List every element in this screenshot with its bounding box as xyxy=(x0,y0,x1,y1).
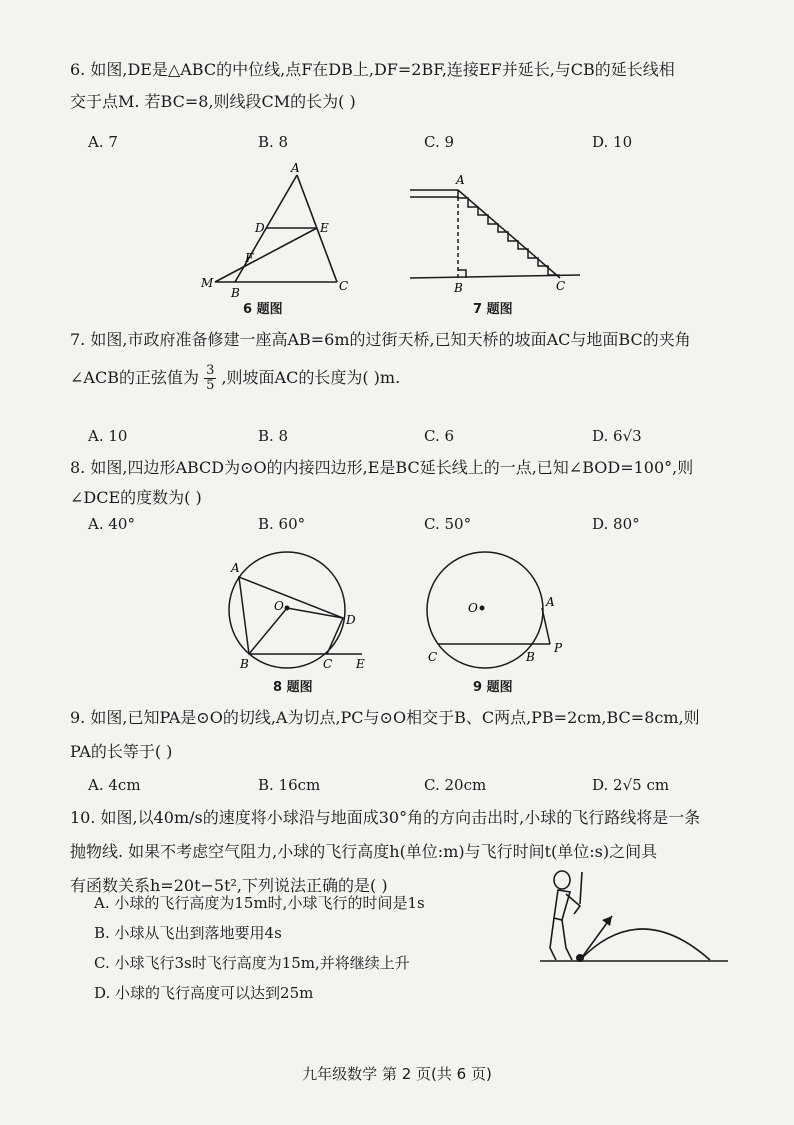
fig6-label-f: F xyxy=(245,251,254,265)
figure-6-triangle xyxy=(195,160,365,300)
fig6-label-a: A xyxy=(291,161,300,175)
q9-option-d: D. 2√5 cm xyxy=(592,776,670,794)
figure-10-golfer xyxy=(540,868,730,978)
fig6-label-m: M xyxy=(201,276,214,290)
golfer-leg-right-icon xyxy=(562,920,572,960)
figure-6-caption: 6 题图 xyxy=(243,302,283,317)
fig7-label-a: A xyxy=(456,173,465,187)
q9-option-b: B. 16cm xyxy=(258,776,321,794)
q6-option-a: A. 7 xyxy=(88,133,118,151)
q8-line2: ∠DCE的度数为( ) xyxy=(70,488,202,507)
fig8-label-e: E xyxy=(356,657,365,671)
q10-line1: 10. 如图,以40m/s的速度将小球沿与地面成30°角的方向击出时,小球的飞行路线将是一条 xyxy=(70,808,701,827)
fig8-label-a: A xyxy=(231,561,240,575)
q10-line3: 有函数关系h=20t−5t²,下列说法正确的是( ) xyxy=(70,876,388,895)
fig8-radius-ob xyxy=(249,608,287,654)
q6-option-c: C. 9 xyxy=(424,133,455,151)
question-6 xyxy=(70,58,730,114)
fig9-label-p: P xyxy=(554,641,563,655)
q6-line1: 6. 如图,DE是△ABC的中位线,点F在DB上,DF=2BF,连接EF并延长,与CB的延长线相 xyxy=(70,60,675,79)
q6-line2: 交于点M. 若BC=8,则线段CM的长为( ) xyxy=(70,92,356,111)
question-9 xyxy=(70,706,730,764)
fig9-label-c: C xyxy=(428,650,438,664)
q9-option-c: C. 20cm xyxy=(424,776,487,794)
q9-line2: PA的长等于( ) xyxy=(70,742,173,761)
fig6-label-d: D xyxy=(255,221,265,235)
fig7-label-c: C xyxy=(556,279,566,293)
fig6-label-c: C xyxy=(339,279,349,293)
fig7-ground-bc xyxy=(410,275,580,278)
q8-line1: 8. 如图,四边形ABCD为⊙O的内接四边形,E是BC延长线上的一点,已知∠BOD=100°,则 xyxy=(70,458,694,477)
figure-7-bridge xyxy=(408,168,588,293)
q7-option-c: C. 6 xyxy=(424,427,455,445)
fig8-center-dot xyxy=(285,606,290,611)
fig6-label-b: B xyxy=(231,286,240,300)
q6-option-d: D. 10 xyxy=(592,133,633,151)
fig9-label-b: B xyxy=(526,650,535,664)
fig9-tangent-pa xyxy=(542,608,550,644)
figure-7-caption: 7 题图 xyxy=(473,302,513,317)
figure-9-caption: 9 题图 xyxy=(473,680,513,695)
question-7 xyxy=(70,328,730,393)
fig6-line-me xyxy=(215,228,317,282)
q7-option-d: D. 6√3 xyxy=(592,427,642,445)
fig8-label-b: B xyxy=(240,657,249,671)
q10-option-d: D. 小球的飞行高度可以达到25m xyxy=(94,984,314,1002)
page-footer: 九年级数学 第 2 页(共 6 页) xyxy=(302,1065,492,1083)
golf-ball-icon xyxy=(576,954,584,962)
q7-option-b: B. 8 xyxy=(258,427,289,445)
fig9-center-dot xyxy=(480,606,485,611)
q7-line2 xyxy=(70,364,730,393)
fig8-radius-od xyxy=(287,608,343,618)
fig8-label-d: D xyxy=(346,613,356,627)
q7-line2-pre: ∠ACB的正弦值为 xyxy=(70,368,199,387)
q8-option-c: C. 50° xyxy=(424,515,472,533)
q7-line1: 7. 如图,市政府准备修建一座高AB=6m的过街天桥,已知天桥的坡面AC与地面BC的夹角 xyxy=(70,330,691,349)
figure-8-circle xyxy=(220,550,380,678)
q7-fraction-denominator: 5 xyxy=(206,378,215,393)
question-8 xyxy=(70,456,730,510)
q9-line1: 9. 如图,已知PA是⊙O的切线,A为切点,PC与⊙O相交于B、C两点,PB=2cm,BC=8cm,则 xyxy=(70,708,700,727)
golfer-leg-left-icon xyxy=(550,918,556,960)
arrow-head-icon xyxy=(602,916,612,926)
q8-option-d: D. 80° xyxy=(592,515,640,533)
q6-option-b: B. 8 xyxy=(258,133,289,151)
fig8-label-c: C xyxy=(323,657,333,671)
fig9-label-o: O xyxy=(468,601,478,615)
golf-club-icon xyxy=(580,872,582,904)
figure-8-caption: 8 题图 xyxy=(273,680,313,695)
q8-option-a: A. 40° xyxy=(88,515,135,533)
fig7-slope-ac xyxy=(458,190,560,278)
fig7-label-b: B xyxy=(454,281,463,293)
q10-option-a: A. 小球的飞行高度为15m时,小球飞行的时间是1s xyxy=(94,894,425,912)
q9-option-a: A. 4cm xyxy=(88,776,141,794)
q7-option-a: A. 10 xyxy=(88,427,128,445)
q10-option-c: C. 小球飞行3s时飞行高度为15m,并将继续上升 xyxy=(94,954,410,972)
q7-fraction xyxy=(204,364,216,393)
golfer-head-icon xyxy=(554,871,570,889)
fig8-label-o: O xyxy=(274,599,284,613)
q10-option-b: B. 小球从飞出到落地要用4s xyxy=(94,924,282,942)
q7-line2-post: ,则坡面AC的长度为( )m. xyxy=(221,368,401,387)
fig6-label-e: E xyxy=(320,221,329,235)
q10-options xyxy=(94,888,425,1008)
q10-line2: 抛物线. 如果不考虑空气阻力,小球的飞行高度h(单位:m)与飞行时间t(单位:s)之间具 xyxy=(70,842,658,861)
figure-9-circle xyxy=(418,550,578,678)
q7-fraction-numerator: 3 xyxy=(206,363,215,378)
q8-option-b: B. 60° xyxy=(258,515,306,533)
fig9-label-a: A xyxy=(546,595,555,609)
